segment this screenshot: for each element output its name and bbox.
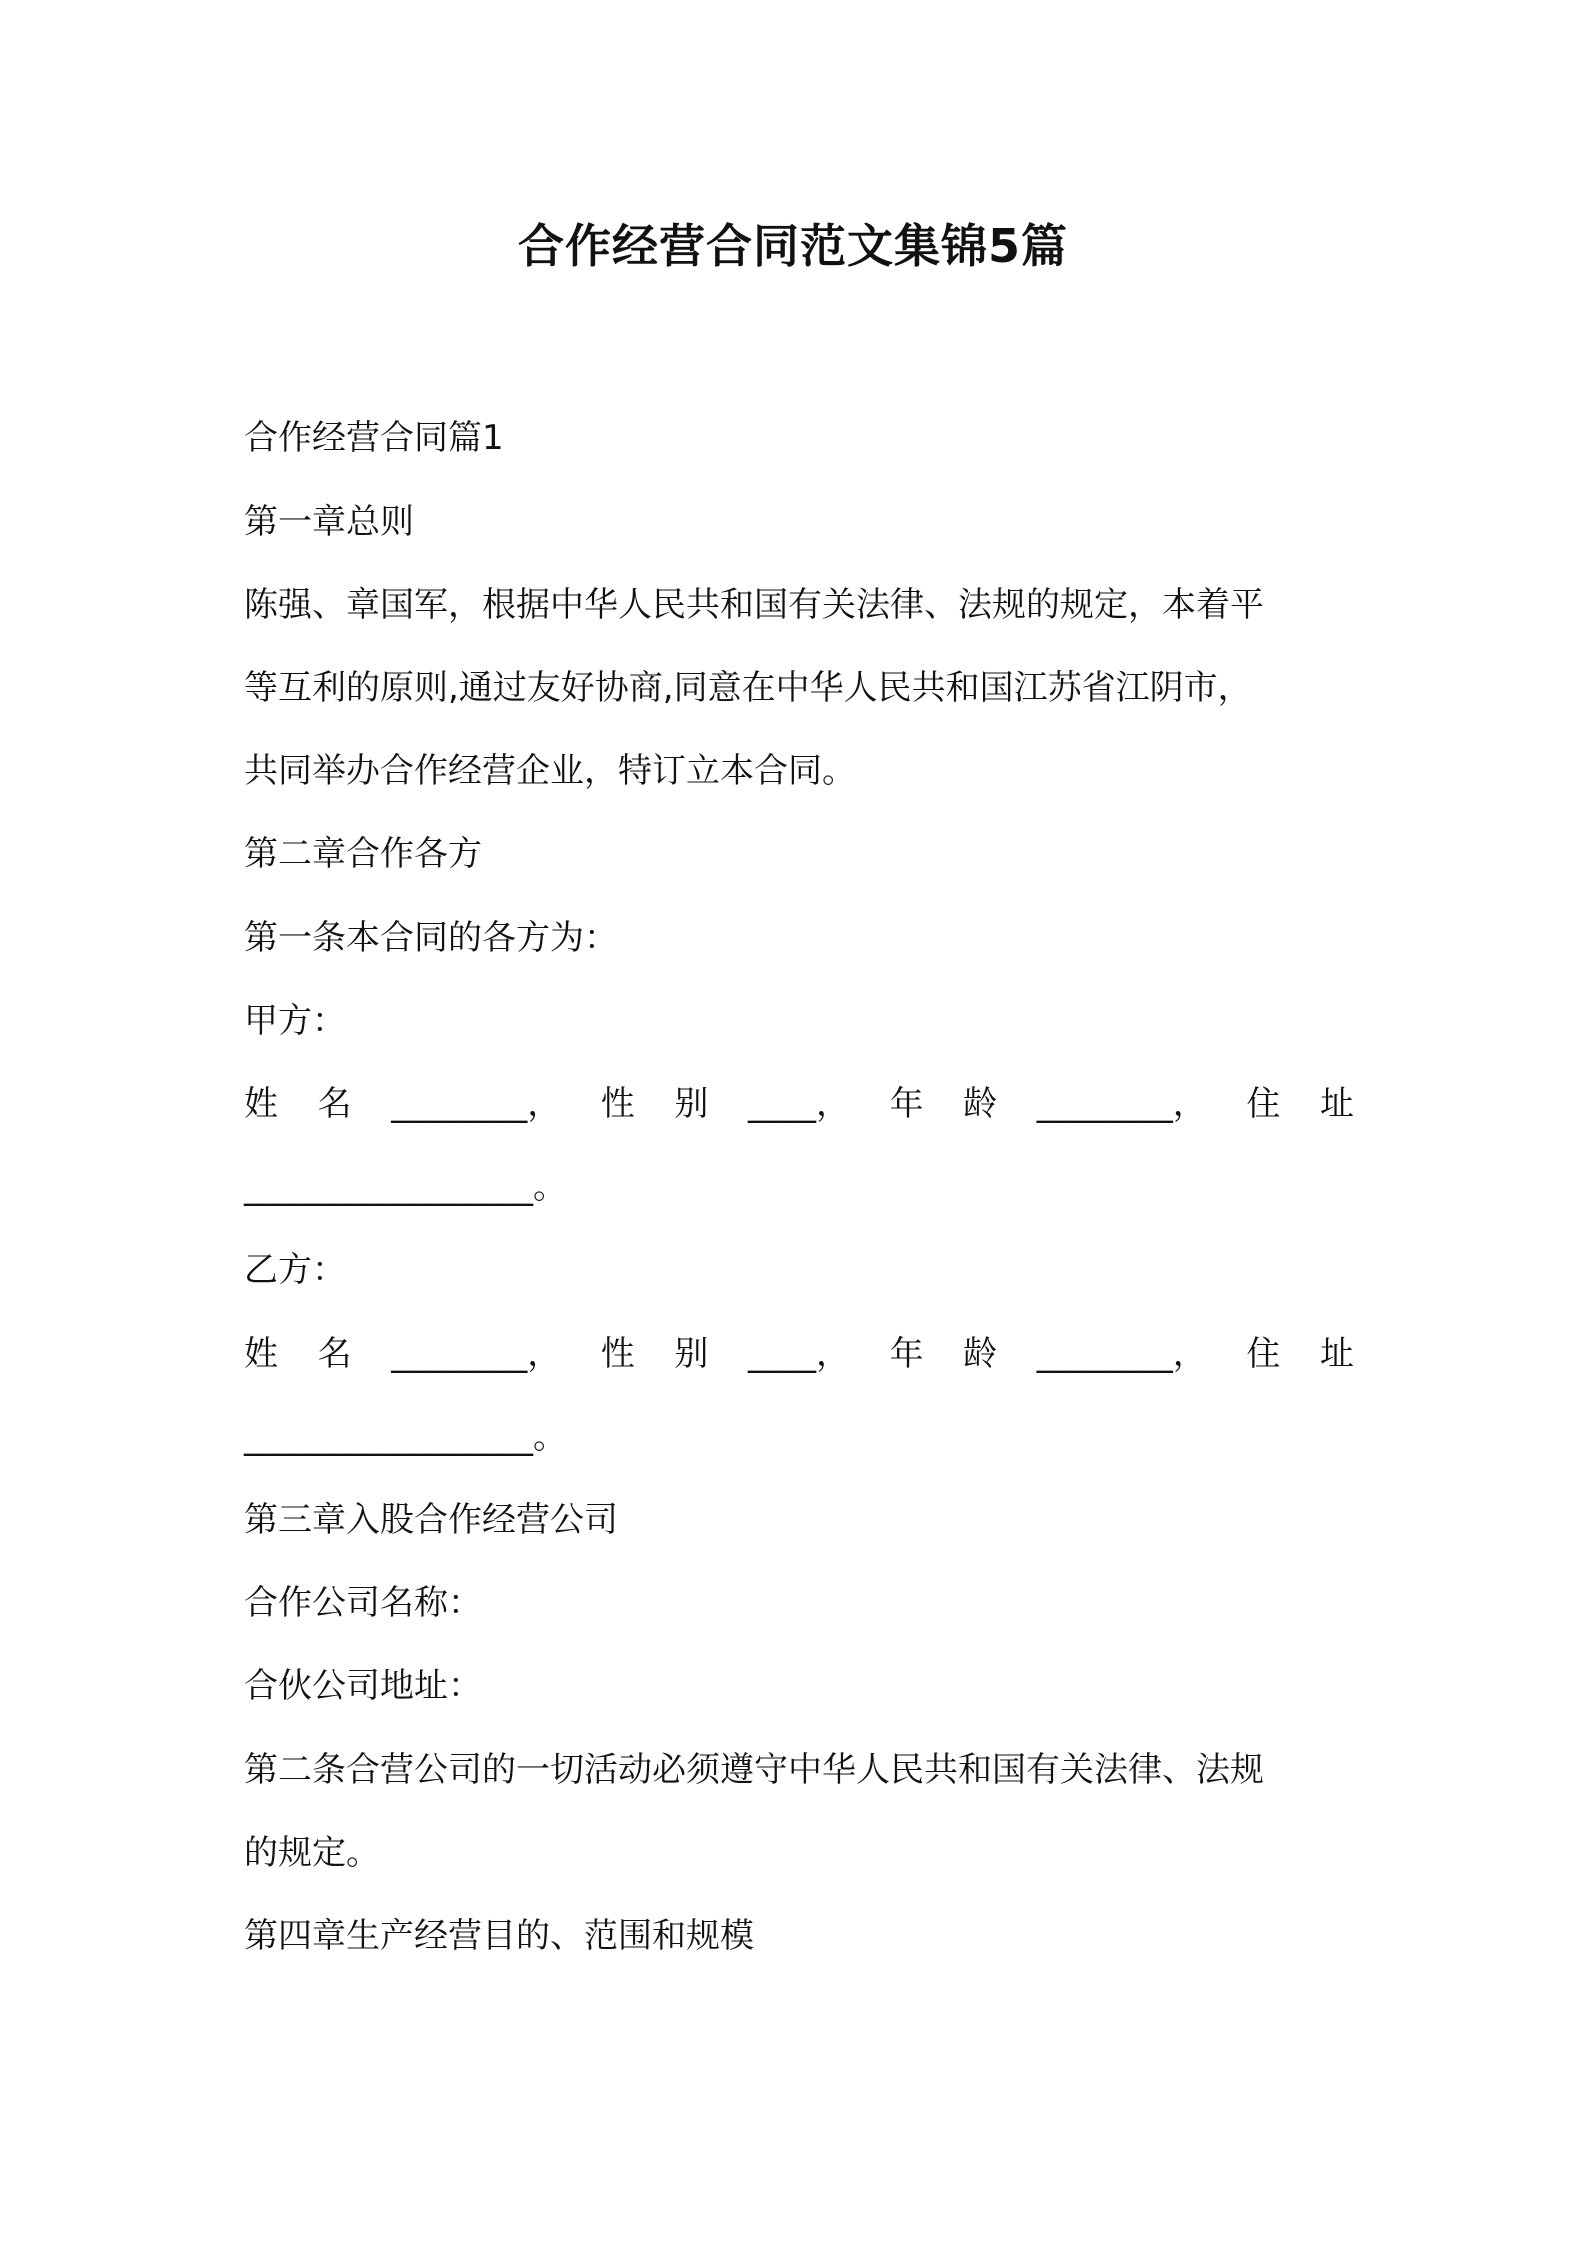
party-b-fields xyxy=(244,1332,1354,1376)
article-line: 第一条本合同的各方为： xyxy=(244,918,618,958)
field-text: 别 xyxy=(674,1334,709,1374)
field-text: 别 xyxy=(674,1084,709,1124)
address-blank: _________________。 xyxy=(244,1167,567,1207)
paragraph-line: 共同举办合作经营企业，特订立本合同。 xyxy=(244,751,856,791)
gender-blank: ____， xyxy=(747,1084,850,1124)
address-blank: _________________。 xyxy=(244,1417,567,1457)
paragraph-line: 第二条合营公司的一切活动必须遵守中华人民共和国有关法律、法规 xyxy=(244,1750,1264,1790)
field-text: 性 xyxy=(600,1084,635,1124)
paragraph-line: 等互利的原则,通过友好协商,同意在中华人民共和国江苏省江阴市， xyxy=(244,668,1252,708)
section-heading: 合作经营合同篇1 xyxy=(244,418,504,458)
field-text: 姓 xyxy=(244,1084,278,1124)
field-text: 龄 xyxy=(963,1334,998,1374)
field-text: 年 xyxy=(889,1084,924,1124)
field-text: 姓 xyxy=(244,1334,278,1374)
field-text: 址 xyxy=(1319,1084,1354,1124)
age-blank: ________， xyxy=(1036,1334,1207,1374)
field-text: 性 xyxy=(600,1334,635,1374)
field-text: 年 xyxy=(889,1334,924,1374)
field-text: 名 xyxy=(317,1084,352,1124)
gender-blank: ____， xyxy=(747,1334,850,1374)
company-address-line: 合伙公司地址： xyxy=(244,1666,482,1706)
party-a-fields xyxy=(244,1082,1354,1126)
paragraph-line: 的规定。 xyxy=(244,1833,380,1873)
chapter-heading: 第一章总则 xyxy=(244,502,414,542)
party-a-label: 甲方： xyxy=(244,1001,346,1041)
field-text: 龄 xyxy=(963,1084,998,1124)
age-blank: ________， xyxy=(1036,1084,1207,1124)
field-text: 住 xyxy=(1246,1334,1281,1374)
name-blank: ________， xyxy=(391,1084,562,1124)
field-text: 名 xyxy=(317,1334,352,1374)
chapter-heading: 第四章生产经营目的、范围和规模 xyxy=(244,1916,754,1956)
company-name-line: 合作公司名称： xyxy=(244,1583,482,1623)
field-text: 住 xyxy=(1246,1084,1281,1124)
party-b-label: 乙方： xyxy=(244,1250,346,1290)
name-blank: ________， xyxy=(391,1334,562,1374)
chapter-heading: 第三章入股合作经营公司 xyxy=(244,1500,618,1540)
chapter-heading: 第二章合作各方 xyxy=(244,834,482,874)
field-text: 址 xyxy=(1319,1334,1354,1374)
document-title: 合作经营合同范文集锦5篇 xyxy=(517,219,1068,273)
paragraph-line: 陈强、章国军，根据中华人民共和国有关法律、法规的规定，本着平 xyxy=(244,585,1264,625)
